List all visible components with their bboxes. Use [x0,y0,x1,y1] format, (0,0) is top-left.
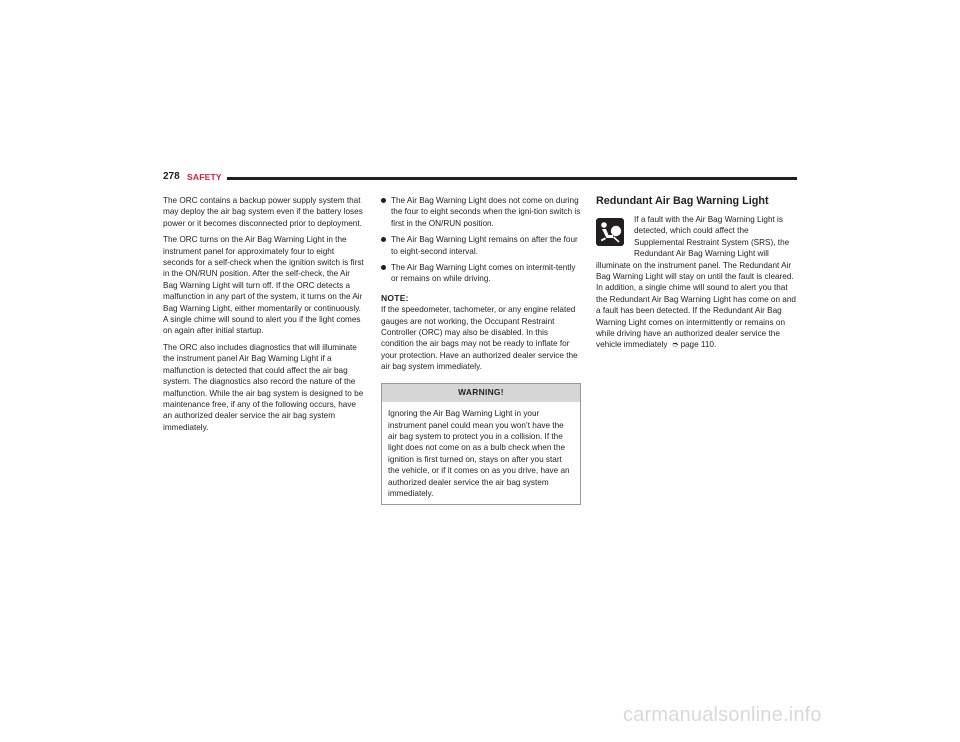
section-body-text: If a fault with the Air Bag Warning Light is detected, which could affect the Supplemental Restraint System (SRS), the Redundant Air Bag Warning Light will illuminate on the instrument panel. The Redundant Air Bag Warning Light will stay on until the fault is cleared. In addition, a single chime will sound to alert you that the Redundant Air Bag Warning Light has come on and a fault has been detected. If the Redundant Air Bag Warning Light comes on intermittently or remains on while driving have an authorized dealer service the vehicle immediately [596,215,796,350]
list-item [381,195,581,229]
warning-box [381,383,581,506]
column-left [163,195,365,438]
bullet-list [381,195,581,285]
list-item-text: The Air Bag Warning Light does not come on during the four to eight seconds when the igni-tion switch is first in the ON/RUN position. [391,196,581,228]
bullet-icon [381,265,386,270]
bullet-icon [381,237,386,242]
note-label: NOTE: [381,292,409,303]
section-title: SAFETY [187,172,222,182]
page-reference-arrow-icon: ➮ [671,340,679,350]
paragraph: The ORC also includes diagnostics that will illuminate the instrument panel Air Bag Warning Light if a malfunction is detected that could affect the air bag system. The diagnostics also record the nature of the malfunction. While the air bag system is designed to be maintenance free, if any of the following occurs, have an authorized dealer service the air bag system immediately. [163,342,364,432]
airbag-warning-icon [596,218,624,246]
list-item-text: The Air Bag Warning Light comes on intermit-tently or remains on while driving. [391,263,576,284]
column-middle [381,195,581,505]
bullet-icon [381,198,386,203]
list-item [381,234,581,257]
warning-text: Ignoring the Air Bag Warning Light in your instrument panel could mean you won’t have the air bag system to protect you in a collision. If the light does not come on as a bulb check when the ignition is first turned on, stays on after you start the vehicle, or if it comes on as you drive, have an authorized dealer service the air bag system immediately. [388,409,570,498]
page-reference-link[interactable]: page 110. [680,340,717,350]
column-right [596,195,797,351]
paragraph: The ORC turns on the Air Bag Warning Light in the instrument panel for approximately four to eight seconds for a self-check when the ignition switch is first in the ON/RUN position. After the self-check, the Air Bag Warning Light will turn off. If the ORC detects a malfunction in any part of the system, it turns on the Air Bag Warning Light, either momentarily or continuously. A single chime will sound to alert you if the light comes on again after initial startup. [163,235,364,336]
body-text-block [596,214,797,351]
paragraph: The ORC contains a backup power supply system that may deploy the air bag system even if the battery loses power or it becomes disconnected prior to deployment. [163,196,363,228]
page-number: 278 [163,171,180,182]
list-item [381,262,581,285]
watermark: carmanualsonline.info [623,704,822,726]
note-text: If the speedometer, tachometer, or any engine related gauges are not working, the Occupant Restraint Controller (ORC) may also be disabled. In this condition the air bags may not be ready to inflate for your protection. Have an authorized dealer service the air bag system immediately. [381,305,578,372]
warning-title: WARNING! [382,384,580,402]
header-divider [227,177,797,180]
list-item-text: The Air Bag Warning Light remains on after the four to eight-second interval. [391,235,578,256]
section-heading: Redundant Air Bag Warning Light [596,195,769,207]
page-header [163,171,797,185]
